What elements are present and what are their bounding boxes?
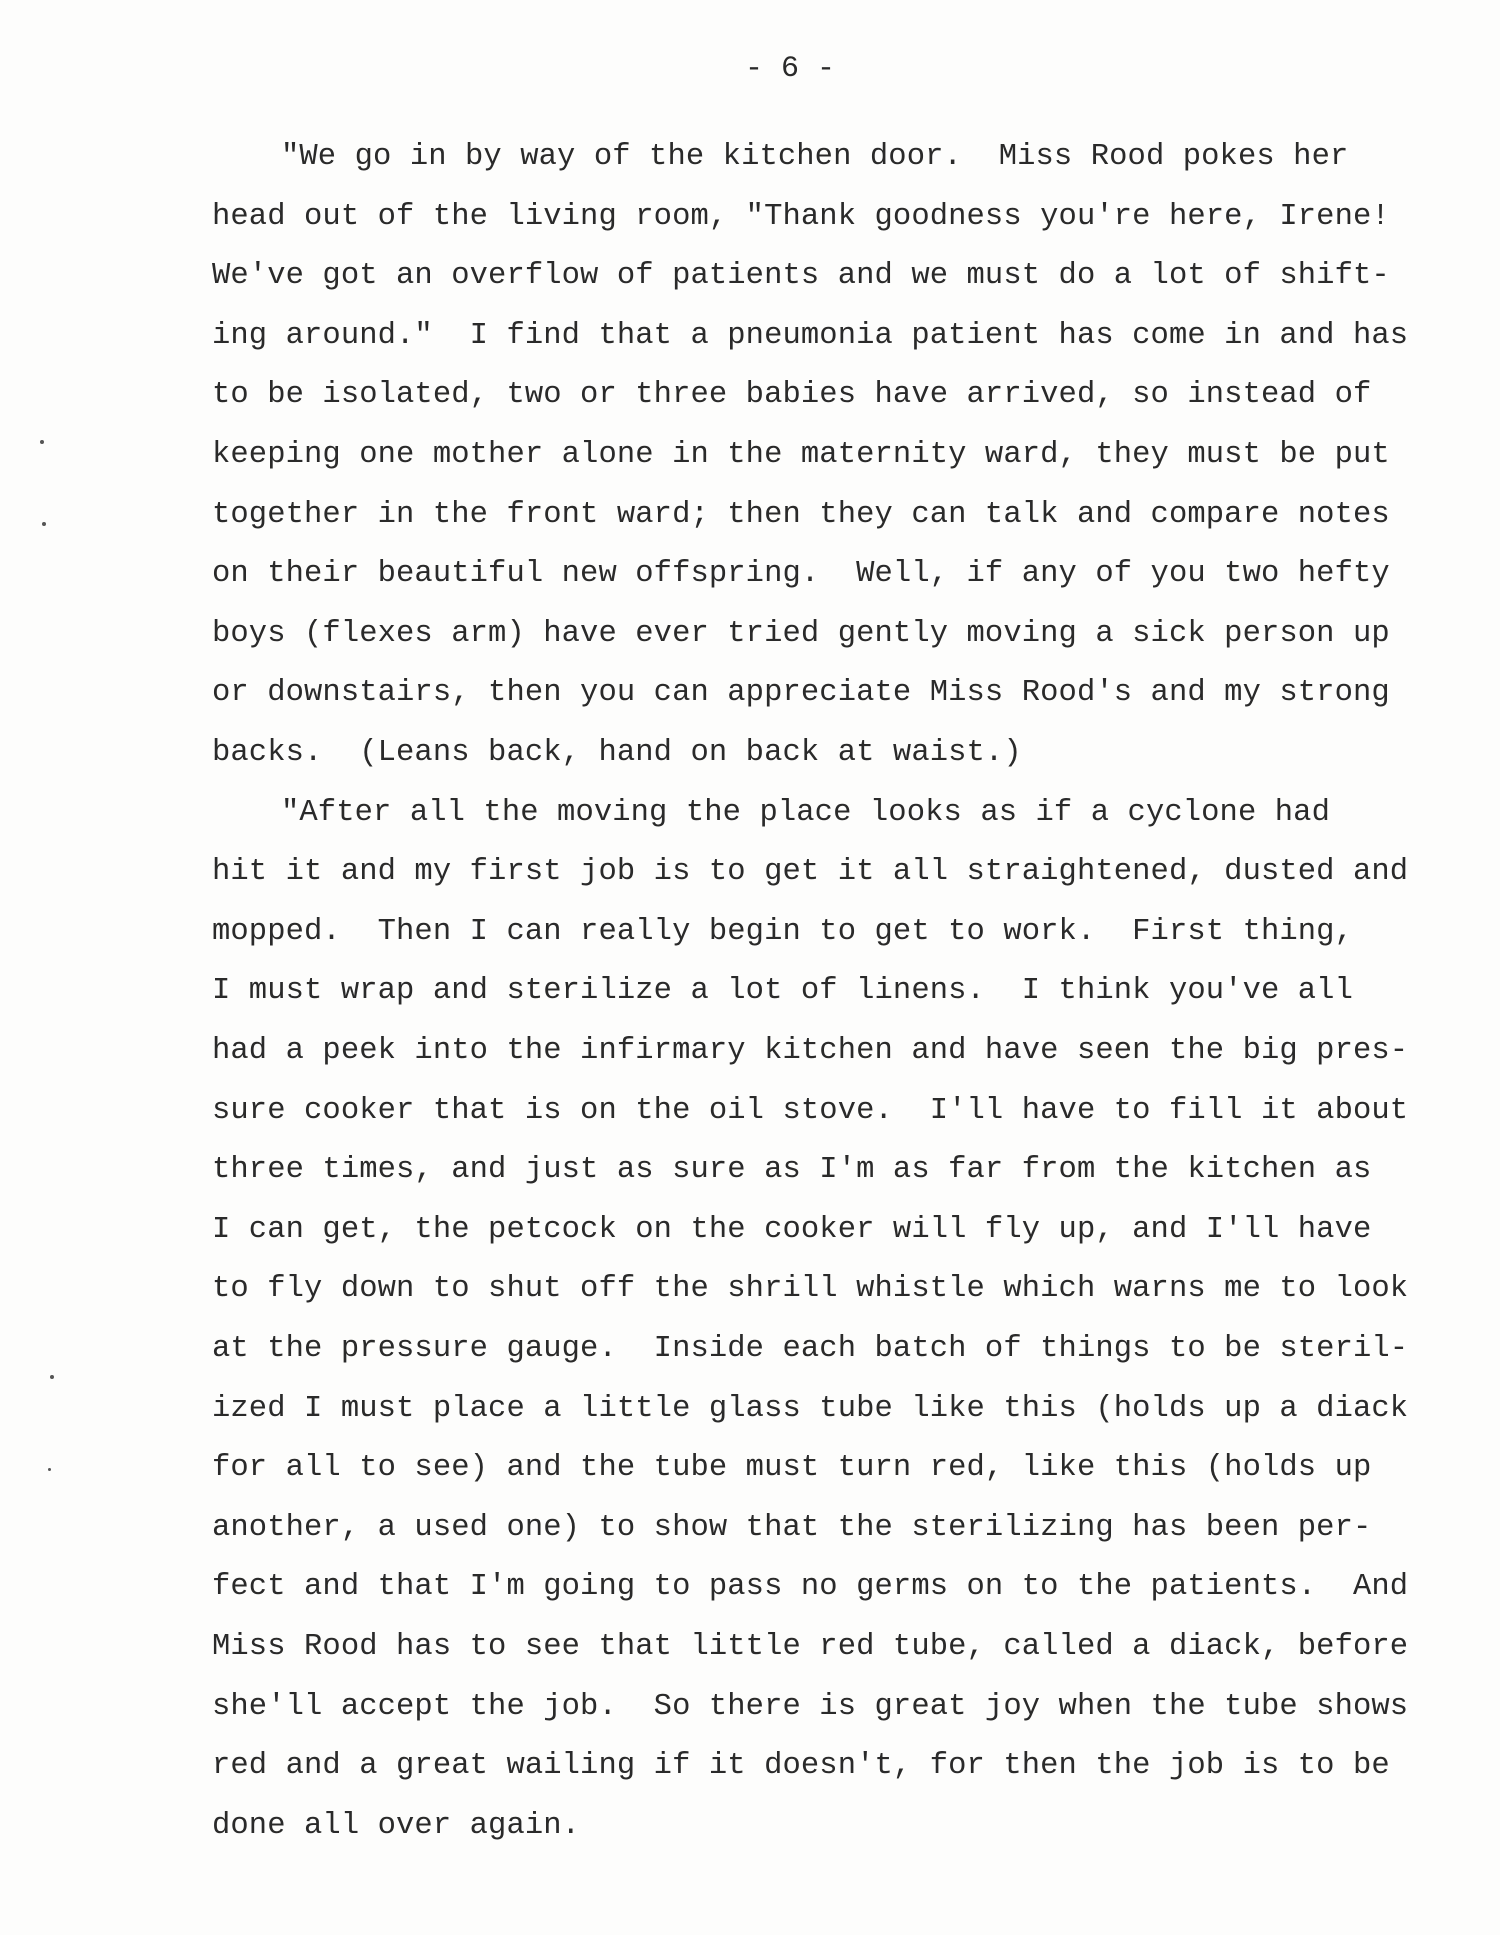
text-line: Miss Rood has to see that little red tube, called a diack, before <box>212 1630 1409 1664</box>
text-line: I can get, the petcock on the cooker will fly up, and I'll have <box>212 1212 1372 1247</box>
paper-speck <box>40 440 44 444</box>
text-line: she'll accept the job. So there is great joy when the tube shows <box>212 1689 1409 1724</box>
text-line: to fly down to shut off the shrill whistle which warns me to look <box>212 1272 1409 1307</box>
text-line: ing around." I find that a pneumonia patient has come in and has <box>212 318 1409 353</box>
text-line: hit it and my first job is to get it all straightened, dusted and <box>212 855 1409 890</box>
paper-speck <box>48 1468 51 1471</box>
text-line: another, a used one) to show that the sterilizing has been per- <box>212 1510 1372 1545</box>
text-line: We've got an overflow of patients and we must do a lot of shift- <box>212 259 1390 294</box>
text-line: backs. (Leans back, hand on back at waist.) <box>212 736 1022 770</box>
text-line: boys (flexes arm) have ever tried gently moving a sick person up <box>212 616 1390 651</box>
text-line: three times, and just as sure as I'm as far from the kitchen as <box>212 1153 1372 1188</box>
text-line: ized I must place a little glass tube like this (holds up a diack <box>212 1391 1409 1426</box>
text-line: I must wrap and sterilize a lot of linens. I think you've all <box>212 974 1353 1009</box>
text-line: or downstairs, then you can appreciate Miss Rood's and my strong <box>212 676 1390 711</box>
text-line: for all to see) and the tube must turn red, like this (holds up <box>212 1451 1372 1486</box>
text-line: at the pressure gauge. Inside each batch of things to be steril- <box>212 1332 1409 1366</box>
text-line: mopped. Then I can really begin to get to work. First thing, <box>212 914 1353 949</box>
text-line: sure cooker that is on the oil stove. I'll have to fill it about <box>212 1093 1409 1128</box>
text-line: done all over again. <box>212 1808 581 1843</box>
text-line: on their beautiful new offspring. Well, if any of you two hefty <box>212 557 1390 592</box>
paper-speck <box>42 522 46 526</box>
paper-speck <box>50 1375 54 1379</box>
text-line: "After all the moving the place looks as if a cyclone had <box>281 795 1330 830</box>
text-line: together in the front ward; then they can talk and compare notes <box>212 497 1390 532</box>
page-number: - 6 - <box>744 52 835 86</box>
text-line: to be isolated, two or three babies have arrived, so instead of <box>212 378 1372 413</box>
text-line: had a peek into the infirmary kitchen and have seen the big pres- <box>212 1034 1409 1068</box>
text-line: "We go in by way of the kitchen door. Miss Rood pokes her <box>281 140 1349 174</box>
text-line: fect and that I'm going to pass no germs on to the patients. And <box>212 1570 1409 1605</box>
text-line: red and a great wailing if it doesn't, for then the job is to be <box>212 1749 1390 1784</box>
text-line: keeping one mother alone in the maternity ward, they must be put <box>212 438 1390 472</box>
text-line: head out of the living room, "Thank goodness you're here, Irene! <box>212 199 1390 234</box>
